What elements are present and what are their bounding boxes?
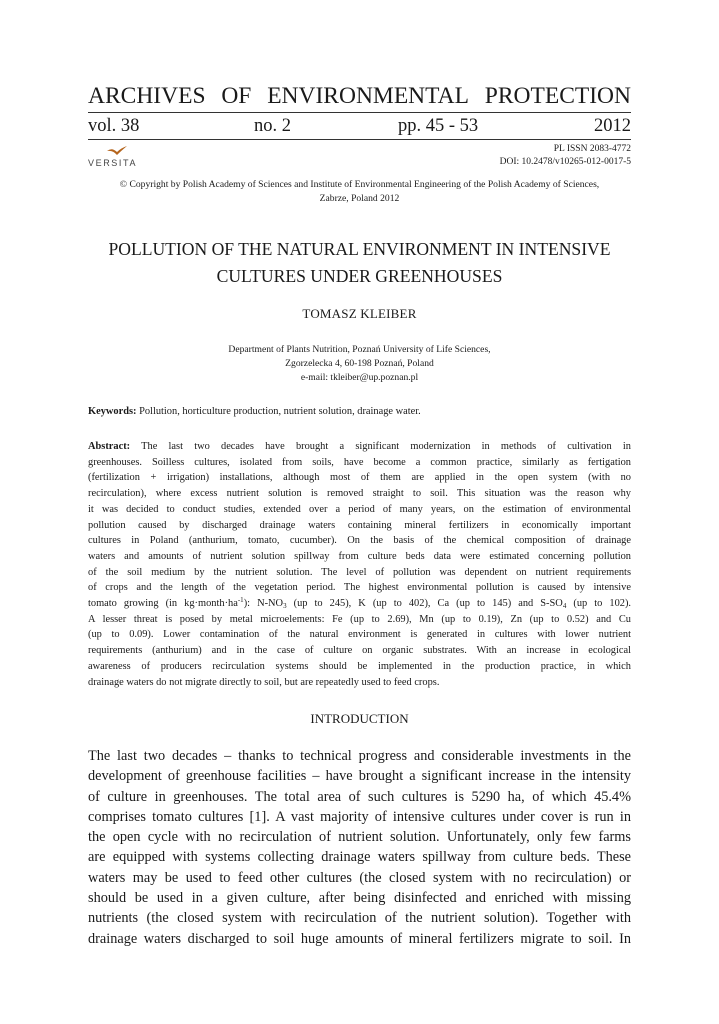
versita-logo-text: VERSITA	[88, 158, 138, 168]
subscript: 4	[562, 602, 567, 611]
abstract-text: ): N-NO	[243, 598, 284, 610]
paper-title	[88, 236, 631, 290]
affiliation-line: Zgorzelecka 4, 60-198 Poznań, Poland	[285, 358, 434, 369]
abstract-line: of crops and the length of the vegetation period. The highest environmental pollution is caused by intensive	[88, 582, 631, 594]
abstract-line: cultures in Poland (anthurium, tomato, cucumber). On the basis of the chemical composition of drainage	[88, 535, 631, 547]
abstract-line: pollution caused by discharged drainage waters containing mineral fertilizers in economically important	[88, 519, 631, 531]
header-divider	[88, 139, 631, 140]
abstract-text: The last two decades have brought a significant modernization in methods of cultivation in	[130, 441, 631, 452]
abstract	[88, 439, 631, 690]
body-text-line: should be used in a given culture, after being disinfected and enriched with missing	[88, 890, 631, 907]
introduction-body	[88, 746, 631, 949]
journal-title-word: ENVIRONMENTAL	[267, 83, 469, 109]
copyright-line: Zabrze, Poland 2012	[319, 193, 400, 204]
abstract-line: waters and amounts of nutrient solution spillway from culture beds data were estimated concerning pollution	[88, 550, 631, 562]
journal-title	[88, 83, 631, 109]
publication-identifiers	[500, 143, 631, 169]
body-text-line: drainage waters discharged to soil huge amounts of mineral fertilizers migrate to soil. In	[88, 930, 631, 947]
abstract-line: A lesser threat is posed by metal microelements: Fe (up to 2.69), Mn (up to 0.19), Zn (up to 0.52) and Cu	[88, 613, 631, 625]
subscript: 3	[283, 602, 287, 611]
versita-bird-icon	[106, 145, 128, 157]
superscript: -1	[237, 596, 244, 605]
journal-title-word: OF	[221, 83, 252, 109]
abstract-text: tomato growing (in kg·month·ha	[88, 598, 238, 610]
paper-title-line: POLLUTION OF THE NATURAL ENVIRONMENT IN INTENSIVE	[108, 239, 611, 259]
abstract-line: recirculation), where excess nutrient solution is removed straight to soil. This situation was the reason why	[88, 488, 631, 500]
author-email: e-mail: tkleiber@up.poznan.pl	[300, 372, 419, 383]
abstract-text: (up to 245), K (up to 402), Ca (up to 145) and S-SO	[286, 598, 563, 610]
body-text-line: are equipped with systems collecting drainage waters spillway from culture beds. These	[88, 849, 631, 866]
abstract-line	[88, 439, 631, 455]
abstract-text: (up to 102).	[566, 598, 632, 610]
volume: vol. 38	[88, 116, 140, 136]
issn: PL ISSN 2083-4772	[553, 144, 631, 154]
year: 2012	[594, 116, 631, 136]
body-text-line: of culture in greenhouses. The total area of such cultures is 5290 ha, of which 45.4%	[88, 788, 631, 805]
versita-logo	[88, 145, 140, 171]
keywords	[88, 405, 631, 419]
author-name: TOMASZ KLEIBER	[302, 306, 417, 321]
doi: DOI: 10.2478/v10265-012-0017-5	[499, 157, 631, 167]
body-text-line: development of greenhouse facilities – have brought a significant increase in the intensity	[88, 768, 631, 785]
abstract-line: greenhouses. Soilless cultures, isolated from soils, have become a common practice, similarly as fertigation	[88, 456, 631, 468]
page-range: pp. 45 - 53	[398, 116, 479, 136]
abstract-line: of the soil medium by the nutrient solution. The level of pollution was dependent on nutrient requirements	[88, 566, 631, 578]
body-text-line: comprises tomato cultures [1]. A vast majority of intensive cultures under cover is run in	[88, 808, 631, 825]
issue-number: no. 2	[254, 116, 291, 136]
abstract-line: requirements (anthurium) and in the case of culture on organic substrates. With an increase in ecological	[88, 645, 631, 657]
abstract-line: (fertilization + irrigation) installations, although most of them are applied in the open system (with no	[88, 472, 631, 484]
affiliation-line: Department of Plants Nutrition, Poznań University of Life Sciences,	[228, 344, 491, 355]
copyright-line: © Copyright by Polish Academy of Sciences and Institute of Environmental Engineering of the Polish Academy of Sciences,	[119, 179, 600, 190]
body-text-line: the open cycle with no recirculation of nutrient solution. Unfortunately, only few farms	[88, 829, 631, 846]
abstract-line: drainage waters do not migrate directly to soil, but are repeatedly used to feed crops.	[88, 676, 440, 688]
body-text-line: nutrients (the closed system with recirculation of the nutrient solution). Together with	[88, 910, 631, 927]
journal-title-word: ARCHIVES	[88, 83, 206, 109]
section-heading-introduction: INTRODUCTION	[310, 711, 409, 726]
abstract-line: it was decided to conduct studies, extended over a period of many years, on the estimation of environmental	[88, 503, 631, 515]
abstract-line: (up to 0.09). Lower contamination of the natural environment is generated in cultures with lower nutrient	[88, 629, 631, 641]
issue-info	[88, 115, 631, 137]
body-text-line: The last two decades – thanks to technical progress and considerable investments in the	[88, 748, 631, 764]
journal-title-word: PROTECTION	[484, 83, 631, 109]
body-text-line: waters may be used to feed other cultures (the closed system with no recirculation) or	[88, 869, 631, 886]
abstract-label: Abstract:	[88, 441, 131, 452]
header-divider	[88, 112, 631, 113]
keywords-text: Pollution, horticulture production, nutrient solution, drainage water.	[136, 406, 421, 417]
paper-title-line: CULTURES UNDER GREENHOUSES	[216, 266, 503, 286]
keywords-label: Keywords:	[88, 406, 137, 417]
abstract-line: awareness of producers recirculation systems should be implemented in the production practice, in which	[88, 660, 631, 672]
abstract-line	[88, 596, 631, 612]
copyright-notice	[88, 178, 631, 206]
affiliation	[88, 343, 631, 385]
